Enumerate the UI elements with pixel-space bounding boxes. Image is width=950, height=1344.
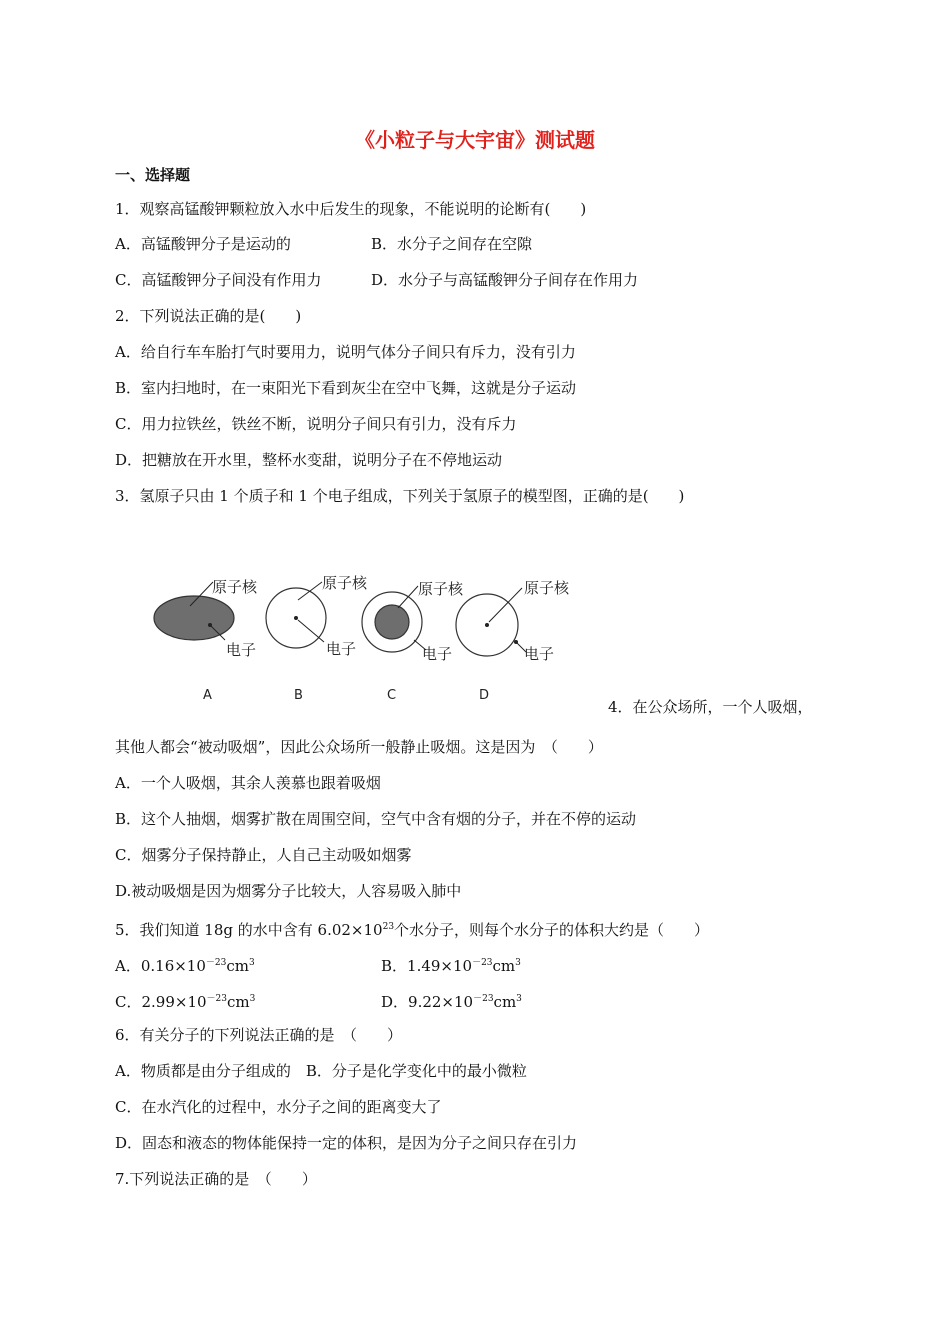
q5-stem-text: 5．我们知道 18g 的水中含有 6.02×10 — [115, 921, 383, 939]
model-d-letter: D — [479, 688, 490, 703]
q5-option-d — [381, 989, 522, 1012]
q1-option-a: A．高锰酸钾分子是运动的 — [115, 235, 291, 253]
q5-option-a — [115, 953, 255, 976]
model-d-nucleus-label: 原子核 — [524, 579, 570, 597]
model-c-nucleus — [375, 605, 409, 639]
q5-option-d-unit: cm — [493, 993, 517, 1011]
q5-option-c-unit: cm — [226, 993, 250, 1011]
page-title: 《小粒子与大宇宙》测试题 — [355, 128, 595, 152]
model-a-letter: A — [203, 688, 212, 703]
model-b-nucleus-label: 原子核 — [322, 574, 368, 592]
q1-option-c: C．高锰酸钾分子间没有作用力 — [115, 271, 322, 289]
model-a-nucleus — [154, 596, 234, 640]
q4-stem-part2: 其他人都会“被动吸烟”，因此公众场所一般静止吸烟。这是因为 （ ） — [115, 738, 603, 756]
q3-stem: 3．氢原子只由 1 个质子和 1 个电子组成，下列关于氢原子的模型图，正确的是( ) — [115, 487, 685, 505]
q1-option-d: D．水分子与高锰酸钾分子间存在作用力 — [371, 271, 639, 289]
q1-stem: 1．观察高锰酸钾颗粒放入水中后发生的现象，不能说明的论断有( ) — [115, 200, 587, 218]
q5-option-b-unit-exponent: 3 — [515, 958, 521, 968]
q5-stem — [115, 917, 709, 940]
q5-option-d-value: D．9.22×10 — [381, 993, 474, 1011]
model-d-electron-label: 电子 — [524, 645, 555, 663]
model-a-nucleus-label: 原子核 — [212, 578, 258, 596]
q5-option-c — [115, 989, 255, 1012]
q5-option-b — [381, 953, 521, 976]
q5-option-a-exponent: －23 — [205, 958, 227, 968]
q5-option-b-exponent: －23 — [472, 958, 493, 968]
q5-option-a-unit-exponent: 3 — [248, 958, 255, 968]
q5-option-c-value: C．2.99×10 — [115, 993, 207, 1011]
q7-stem: 7.下列说法正确的是 （ ） — [115, 1170, 317, 1188]
q5-stem-exponent: 23 — [382, 922, 395, 932]
q2-option-d: D．把糖放在开水里，整杯水变甜，说明分子在不停地运动 — [115, 451, 503, 469]
model-b-electron-label: 电子 — [326, 640, 357, 658]
model-b-letter: B — [294, 688, 303, 703]
q4-option-b: B．这个人抽烟，烟雾扩散在周围空间，空气中含有烟的分子，并在不停的运动 — [115, 810, 637, 828]
q4-stem-part1: 4．在公众场所，一个人吸烟， — [608, 698, 813, 716]
q4-option-c: C．烟雾分子保持静止，人自己主动吸如烟雾 — [115, 846, 412, 864]
model-b-center — [294, 616, 298, 620]
q2-option-b: B．室内扫地时，在一束阳光下看到灰尘在空中飞舞，这就是分子运动 — [115, 379, 577, 397]
q2-option-c: C．用力拉铁丝，铁丝不断，说明分子间只有引力，没有斥力 — [115, 415, 517, 433]
q5-option-a-value: A．0.16×10 — [115, 957, 206, 975]
q6-option-ab: A．物质都是由分子组成的 B．分子是化学变化中的最小微粒 — [115, 1062, 527, 1080]
q2-stem: 2．下列说法正确的是( ) — [115, 307, 302, 325]
q1-option-b: B．水分子之间存在空隙 — [371, 235, 533, 253]
q5-option-b-unit: cm — [492, 957, 516, 975]
q5-option-c-exponent: －23 — [206, 994, 227, 1004]
q6-stem: 6．有关分子的下列说法正确的是 （ ） — [115, 1026, 403, 1044]
q5-option-d-unit-exponent: 3 — [516, 994, 522, 1004]
q2-option-a: A．给自行车车胎打气时要用力，说明气体分子间只有斥力，没有引力 — [115, 343, 576, 361]
model-c-letter: C — [387, 688, 397, 703]
q4-option-a: A．一个人吸烟，其余人羡慕也跟着吸烟 — [115, 774, 381, 792]
model-c-electron-label: 电子 — [422, 645, 453, 663]
model-c-nucleus-label: 原子核 — [418, 580, 464, 598]
q4-option-d: D.被动吸烟是因为烟雾分子比较大，人容易吸入肺中 — [115, 882, 462, 900]
q5-stem-text-end: 个水分子，则每个水分子的体积大约是（ ） — [394, 921, 710, 939]
q5-option-c-unit-exponent: 3 — [249, 994, 256, 1004]
section-heading: 一、选择题 — [115, 166, 191, 184]
q5-option-a-unit: cm — [226, 957, 249, 975]
q5-option-b-value: B．1.49×10 — [381, 957, 473, 975]
model-c-nucleus-pointer — [398, 586, 418, 608]
model-b-electron-pointer — [298, 620, 324, 642]
model-a-electron-label: 电子 — [226, 641, 257, 659]
model-d-nucleus — [485, 623, 489, 627]
q6-option-d: D．固态和液态的物体能保持一定的体积，是因为分子之间只存在引力 — [115, 1134, 578, 1152]
atom-model-figure — [130, 560, 590, 710]
q5-option-d-exponent: －23 — [473, 994, 494, 1004]
q6-option-c: C．在水汽化的过程中，水分子之间的距离变大了 — [115, 1098, 442, 1116]
